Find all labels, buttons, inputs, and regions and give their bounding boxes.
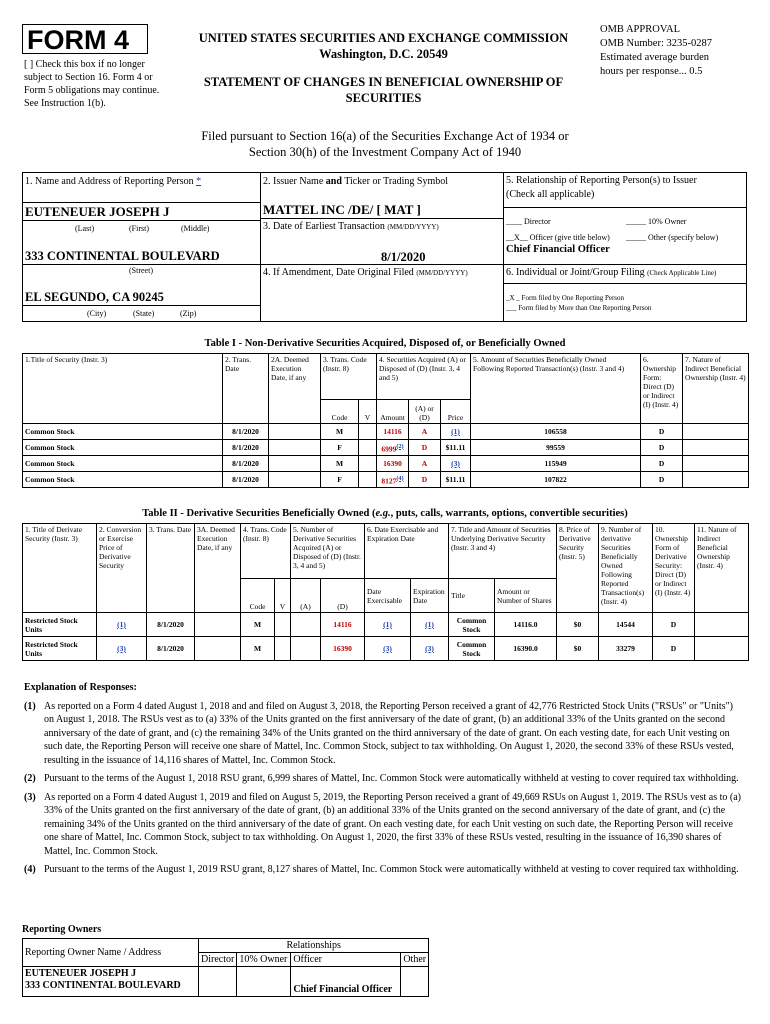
omb-line4: hours per response... 0.5: [600, 66, 703, 77]
statement-title: STATEMENT OF CHANGES IN BENEFICIAL OWNERSHIP OF SECURITIES: [203, 75, 564, 105]
cell-price: $11.11: [441, 472, 471, 488]
owners-col-other: Other: [401, 953, 429, 967]
t1-h2: 2. Trans. Date: [223, 354, 269, 424]
table-row: [23, 613, 749, 637]
agency-line1: UNITED STATES SECURITIES AND EXCHANGE COMMISSION: [198, 31, 569, 45]
table-row: [23, 637, 749, 661]
cell-disposed: 14116: [321, 613, 365, 637]
cell-shares: 16390.0: [495, 637, 557, 661]
cell-date: 8/1/2020: [223, 456, 269, 472]
cell-title: Restricted Stock Units: [23, 637, 97, 661]
table-row: [23, 424, 749, 440]
cell-form: D: [653, 637, 695, 661]
t1-price: Price: [441, 400, 471, 424]
t2-h1: 1. Title of Derivate Security (Instr. 3): [23, 524, 97, 613]
cell-shares: 14116.0: [495, 613, 557, 637]
cell-amount: 14116: [377, 424, 409, 440]
cell-date: 8/1/2020: [223, 440, 269, 456]
officer-title: Chief Financial Officer: [506, 244, 610, 255]
t1-h3: 3. Trans. Code (Instr. 8): [321, 354, 377, 400]
table2: [22, 523, 749, 661]
t1-h6: 6. Ownership Form: Direct (D) or Indirect (I) (Instr. 4): [641, 354, 683, 424]
cell-code: F: [321, 472, 359, 488]
section16-checkbox-text[interactable]: [ ] Check this box if no longer subject to Section 16. Form 4 or Form 5 obligations may continue. See Instruction 1(b).: [24, 59, 160, 109]
cell-ad: A: [409, 456, 441, 472]
cell-price: $0: [557, 637, 599, 661]
cell-underlying: Common Stock: [449, 637, 495, 661]
t2-v: V: [275, 579, 291, 613]
cell-date: 8/1/2020: [223, 424, 269, 440]
omb-line3: Estimated average burden: [600, 52, 710, 63]
omb-approval: [600, 23, 765, 79]
owner-officer-title: Chief Financial Officer: [291, 967, 401, 997]
cell-form: D: [653, 613, 695, 637]
footnote: (1) As reported on a Form 4 dated August 1, 2018 and and filed on August 3, 2018, the Reporting Person received a grant of 42,776 Restricted Stock Units ("RSUs" or "Units") on August 1, 2018. The RSUs vest as to (a) 33% of the Units granted on the first anniversary of the date of grant, (b) an additional 33% of the Units granted on the second anniversary of the date of grant, and (c) the remaining 34% of the Units granted on the third anniversary of the date of grant. On each vesting date, for each Unit vesting on such date, the Reporting Person will receive one share of Mattel, Inc. Common Stock, subject to tax withholding. On August 1, 2020, the second 33% of these RSUs vested, resulting in the issuance of 14,116 shares of Mattel, Inc. Common Stock.: [24, 700, 734, 766]
box2-label: 2. Issuer Name and Ticker or Trading Symbol: [263, 176, 449, 187]
t2-h7: 7. Title and Amount of Securities Underlying Derivative Security (Instr. 3 and 4): [449, 524, 557, 579]
cell-underlying: Common Stock: [449, 613, 495, 637]
agency-name: [176, 30, 591, 62]
t1-h2a: 2A. Deemed Execution Date, if any: [269, 354, 321, 424]
cell-date: 8/1/2020: [147, 613, 195, 637]
t2-a: (A): [291, 579, 321, 613]
reporter-name: EUTENEUER JOSEPH J: [25, 204, 170, 219]
cell-ad: A: [409, 424, 441, 440]
t2-h6: 6. Date Exercisable and Expiration Date: [365, 524, 449, 579]
t2-h3: 3. Trans. Date: [147, 524, 195, 613]
cell-form: D: [641, 440, 683, 456]
box1-label: [25, 176, 201, 187]
reporting-person-box: [22, 172, 261, 322]
cell-date: 8/1/2020: [147, 637, 195, 661]
label-street: (Street): [129, 266, 153, 275]
owner-name: EUTENEUER JOSEPH J: [25, 968, 137, 979]
cell-amount: 6999$^{(2)}$: [377, 440, 409, 456]
price-footnote-link[interactable]: (3): [451, 459, 460, 468]
table1-title: Table I - Non-Derivative Securities Acquired, Disposed of, or Beneficially Owned: [204, 338, 566, 349]
cell-title: Common Stock: [23, 472, 223, 488]
earliest-transaction-date: 8/1/2020: [381, 250, 426, 264]
cell-title: Common Stock: [23, 456, 223, 472]
director-check[interactable]: ____ Director: [506, 217, 551, 226]
cell-amount: 8127$^{(4)}$: [377, 472, 409, 488]
cell-code: M: [241, 637, 275, 661]
more-person-check[interactable]: ___ Form filed by More than One Reporting Person: [506, 304, 652, 312]
reporting-owners-table: [22, 938, 429, 997]
one-person-check[interactable]: _X _ Form filed by One Reporting Person: [506, 294, 625, 302]
cell-owned: 33279: [599, 637, 653, 661]
price-footnote-link[interactable]: (1): [451, 427, 460, 436]
cell-owned: 115949: [471, 456, 641, 472]
explanation-section: [24, 681, 744, 882]
amount-footnote-link[interactable]: (2): [396, 442, 404, 450]
t2-h5: 5. Number of Derivative Securities Acquired (A) or Disposed of (D) (Instr. 3, 4 and 5): [291, 524, 365, 579]
t2-h9: 9. Number of derivative Securities Beneficially Owned Following Reported Transaction(s) (Instr. 4): [599, 524, 653, 613]
label-first: (First): [129, 224, 149, 233]
agency-line2: Washington, D.C. 20549: [319, 47, 448, 61]
owners-col-name: Reporting Owner Name / Address: [23, 939, 199, 967]
amount-footnote-link[interactable]: (4): [396, 474, 404, 482]
cell-owned: 107822: [471, 472, 641, 488]
t2-h11: 11. Nature of Indirect Beneficial Ownership (Instr. 4): [695, 524, 749, 613]
cell-disposed: 16390: [321, 637, 365, 661]
cell-owned: 14544: [599, 613, 653, 637]
cell-code: M: [241, 613, 275, 637]
relationship-box: [503, 172, 747, 322]
cell-form: D: [641, 456, 683, 472]
t2-h2: 2. Conversion or Exercise Price of Derivative Security: [97, 524, 147, 613]
footnote: (2) Pursuant to the terms of the August 1, 2018 RSU grant, 6,999 shares of Mattel, Inc. Common Stock were automatically withheld at vesting to cover required tax withholding.: [24, 773, 739, 784]
issuer-box: [260, 172, 504, 322]
t2-code: Code: [241, 579, 275, 613]
owners-relationships: Relationships: [199, 939, 429, 953]
t1-h4: 4. Securities Acquired (A) or Disposed of (D) (Instr. 3, 4 and 5): [377, 354, 471, 400]
label-city: (City): [87, 309, 107, 318]
filed-line1: Filed pursuant to Section 16(a) of the Securities Exchange Act of 1934 or: [201, 129, 569, 143]
cell-title: Restricted Stock Units: [23, 613, 97, 637]
cell-owned: 106558: [471, 424, 641, 440]
cell-price: $11.11: [441, 440, 471, 456]
other-check[interactable]: _____ Other (specify below): [626, 233, 719, 242]
box3-label: 3. Date of Earliest Transaction (MM/DD/YYYY): [263, 221, 439, 232]
box6-label: 6. Individual or Joint/Group Filing (Check Applicable Line): [506, 267, 717, 278]
table2-title: Table II - Derivative Securities Beneficially Owned (e.g., puts, calls, warrants, options, convertible securities): [142, 508, 628, 519]
officer-check[interactable]: __X__ Officer (give title below): [506, 233, 610, 242]
table-row: [23, 472, 749, 488]
cell-price: $0: [557, 613, 599, 637]
exp-footnote-link[interactable]: (1): [425, 620, 434, 629]
dex-footnote-link[interactable]: (1): [383, 620, 392, 629]
box5-label: 5. Relationship of Reporting Person(s) to Issuer (Check all applicable): [506, 175, 697, 200]
t2-date-ex: Date Exercisable: [365, 579, 411, 613]
label-middle: (Middle): [181, 224, 210, 233]
cell-amount: 16390: [377, 456, 409, 472]
table-row: [23, 440, 749, 456]
ten-percent-check[interactable]: _____ 10% Owner: [626, 217, 687, 226]
t2-exp: Expiration Date: [411, 579, 449, 613]
owners-col-ten-pct: 10% Owner: [237, 953, 291, 967]
omb-line1: OMB APPROVAL: [600, 24, 681, 35]
cell-owned: 99559: [471, 440, 641, 456]
explanation-heading: Explanation of Responses:: [24, 682, 137, 693]
table-row: [23, 967, 429, 997]
cell-code: M: [321, 456, 359, 472]
label-zip: (Zip): [180, 309, 197, 318]
dex-footnote-link[interactable]: (3): [383, 644, 392, 653]
footnote: (4) Pursuant to the terms of the August 1, 2019 RSU grant, 8,127 shares of Mattel, Inc. Common Stock were automatically withheld at vesting to cover required tax withholding.: [24, 864, 739, 875]
issuer-name: MATTEL INC /DE/ [ MAT ]: [263, 202, 421, 217]
table-row: [23, 456, 749, 472]
exp-footnote-link[interactable]: (3): [425, 644, 434, 653]
t1-v: V: [359, 400, 377, 424]
cell-ad: D: [409, 472, 441, 488]
omb-line2: OMB Number: 3235-0287: [600, 38, 712, 49]
owners-col-director: Director: [199, 953, 237, 967]
filed-pursuant: [150, 128, 620, 160]
t2-d: (D): [321, 579, 365, 613]
t2-h3a: 3A. Deemed Execution Date, if any: [195, 524, 241, 613]
conv-footnote-link[interactable]: (3): [117, 644, 126, 653]
t2-h8: 8. Price of Derivative Security (Instr. 5): [557, 524, 599, 613]
box4-label: 4. If Amendment, Date Original Filed (MM/DD/YYYY): [263, 267, 468, 278]
cell-ad: D: [409, 440, 441, 456]
t1-amount: Amount: [377, 400, 409, 424]
footnote: (3) As reported on a Form 4 dated August 1, 2019 and filed on August 5, 2019, the Reporting Person received a grant of 49,669 RSUs on August 1, 2019. The RSUs vest as to (a) 33% of the Units granted on the first anniversary of the date of grant, (b) an additional 33% of the Units granted on the second anniversary of the date of grant, and (c) the remaining 34% of the Units granted on the third anniversary of the date of grant. On each vesting date, for each Unit vesting on such date, the Reporting Person will receive one share of Mattel, Inc. Common Stock, subject to tax withholding. On August 1, 2020, the first 33% of these RSUs vested, resulting in the issuance of 16,390 shares of Mattel, Inc. Common Stock.: [24, 791, 741, 857]
t1-aord: (A) or (D): [409, 400, 441, 424]
reporting-owners-heading: Reporting Owners: [22, 924, 102, 935]
cell-form: D: [641, 472, 683, 488]
cell-form: D: [641, 424, 683, 440]
t1-h1: 1.Title of Security (Instr. 3): [23, 354, 223, 424]
t2-title: Title: [449, 579, 495, 613]
t2-h10: 10. Ownership Form of Derivative Security: Direct (D) or Indirect (I) (Instr. 4): [653, 524, 695, 613]
box1-star-link[interactable]: *: [196, 176, 202, 187]
cell-date: 8/1/2020: [223, 472, 269, 488]
reporter-city: EL SEGUNDO, CA 90245: [25, 290, 164, 304]
owners-col-officer: Officer: [291, 953, 401, 967]
t2-amt: Amount or Number of Shares: [495, 579, 557, 613]
cell-title: Common Stock: [23, 440, 223, 456]
label-state: (State): [133, 309, 155, 318]
t1-code: Code: [321, 400, 359, 424]
owner-address: 333 CONTINENTAL BOULEVARD: [25, 980, 181, 991]
cell-code: F: [321, 440, 359, 456]
t1-h7: 7. Nature of Indirect Beneficial Ownership (Instr. 4): [683, 354, 749, 424]
box1-label-text: 1. Name and Address of Reporting Person: [25, 176, 194, 187]
label-last: (Last): [75, 224, 95, 233]
table1: [22, 353, 749, 488]
t2-h4: 4. Trans. Code (Instr. 8): [241, 524, 291, 579]
cell-title: Common Stock: [23, 424, 223, 440]
form-title: FORM 4: [22, 24, 148, 54]
conv-footnote-link[interactable]: (1): [117, 620, 126, 629]
filed-line2: Section 30(h) of the Investment Company Act of 1940: [248, 145, 522, 159]
reporter-street: 333 CONTINENTAL BOULEVARD: [25, 249, 220, 263]
t1-h5: 5. Amount of Securities Beneficially Owned Following Reported Transaction(s) (Instr. 3 and 4): [471, 354, 641, 424]
cell-code: M: [321, 424, 359, 440]
